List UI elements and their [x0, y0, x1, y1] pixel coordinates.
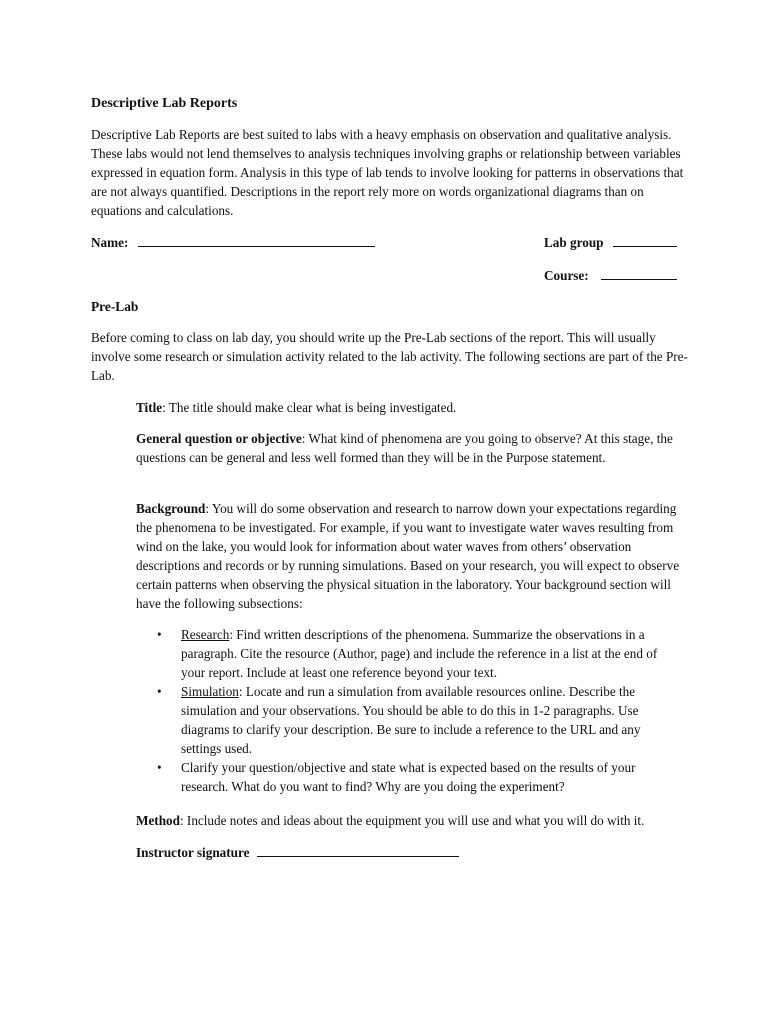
- method-section-label: Method: [136, 813, 180, 828]
- background-section-text: : You will do some observation and research to narrow down your expectations regarding the phenomena to be investigated. For example, if you want to investigate water waves resulting from wind on the lake, you would look for information about water waves from others’ observation descriptions and records or by running simulations. Based on your research, you will expect to observe certain patterns when observing the physical situation in the laboratory. Your background section will have the following subsections:: [136, 501, 680, 611]
- intro-paragraph: Descriptive Lab Reports are best suited to labs with a heavy emphasis on observation and qualitative analysis. These labs would not lend themselves to analysis techniques involving graphs or relationship between variables expressed in equation form. Analysis in this type of lab tends to involve looking for patterns in observations that are not always quantified. Descriptions in the report rely more on words organizational diagrams than on equations and calculations.: [91, 127, 684, 218]
- title-section: [136, 398, 681, 417]
- method-section-text: : Include notes and ideas about the equipment you will use and what you will do with it.: [179, 813, 645, 828]
- background-section-label: Background: [136, 501, 206, 516]
- title-section-text: : The title should make clear what is being investigated.: [162, 400, 457, 415]
- list-item-clarify: [136, 758, 681, 796]
- question-section-text: : What kind of phenomena are you going to observe? At this stage, the questions can be general and less well formed than they will be in the Purpose statement.: [136, 431, 673, 465]
- instructor-signature-field: [136, 843, 459, 862]
- background-section: [136, 499, 681, 613]
- course-field: [544, 266, 677, 285]
- list-item-simulation: [136, 682, 681, 758]
- bullet-icon: •: [157, 760, 162, 775]
- lab-group-blank-line[interactable]: [613, 245, 677, 247]
- question-section-label: General question or objective: [136, 431, 302, 446]
- bullet-icon: •: [157, 684, 162, 699]
- list-item-research: [136, 625, 681, 682]
- clarify-text: Clarify your question/objective and state what is expected based on the results of your research. What do you want to find? Why are you doing the experiment?: [181, 760, 636, 794]
- background-subsections-list: [136, 625, 681, 796]
- research-label: Research: [181, 627, 230, 642]
- simulation-text: : Locate and run a simulation from available resources online. Describe the simulation and your observations. You should be able to do this in 1-2 paragraphs. Use diagrams to clarify your description. Be sure to include a reference to the URL and any settings used.: [181, 684, 641, 756]
- signature-blank-line[interactable]: [257, 855, 459, 857]
- course-blank-line[interactable]: [601, 278, 677, 280]
- prelab-heading: Pre-Lab: [91, 299, 139, 314]
- prelab-intro-paragraph: Before coming to class on lab day, you should write up the Pre-Lab sections of the report. This will usually involve some research or simulation activity related to the lab activity. The following sections are part of the Pre-Lab.: [91, 330, 688, 383]
- title-section-label: Title: [136, 400, 163, 415]
- name-label: Name:: [91, 235, 129, 250]
- course-label: Course:: [544, 268, 589, 283]
- name-blank-line[interactable]: [138, 245, 375, 247]
- lab-group-field: [544, 233, 677, 252]
- instructor-signature-label: Instructor signature: [136, 845, 250, 860]
- question-section: [136, 429, 681, 467]
- bullet-icon: •: [157, 627, 162, 642]
- method-section: [136, 811, 681, 830]
- name-field: [91, 233, 375, 252]
- research-text: : Find written descriptions of the phenomena. Summarize the observations in a paragraph. Cite the resource (Author, page) and include the reference in a list at the end of your report. Include at least one reference beyond your text.: [181, 627, 658, 680]
- lab-group-label: Lab group: [544, 235, 604, 250]
- document-title: Descriptive Lab Reports: [91, 96, 238, 111]
- simulation-label: Simulation: [181, 684, 239, 699]
